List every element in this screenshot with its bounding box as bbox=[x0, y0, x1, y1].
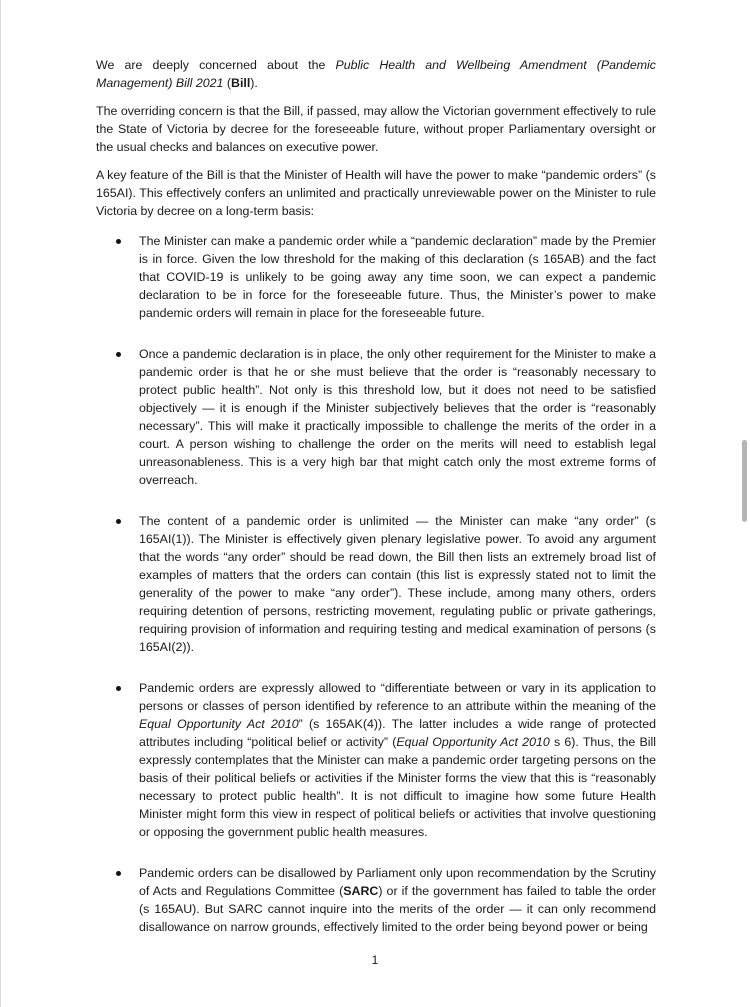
bullet-icon bbox=[116, 352, 121, 357]
intro-paragraph-3: A key feature of the Bill is that the Minister of Health will have the power to make “pandemic orders” (s 165AI). This effectively confers an unlimited and practically unreviewable power on the Minister to rule Victoria by decree on a long-term basis: bbox=[96, 168, 656, 218]
scrollbar-thumb[interactable] bbox=[742, 440, 747, 522]
bill-title: Public Health and Wellbeing Amendment (Pandemic Management) Bill 2021 bbox=[96, 58, 656, 90]
bullet-item-2: Once a pandemic declaration is in place, the only other requirement for the Minister to make a pandemic order is that he or she must believe that the order is “reasonably necessary to protect public health”. Not only is this threshold low, but it does not need to be satisfied objectively — it is enough if the Minister subjectively believes that the order is “reasonably necessary”. This will make it practically impossible to challenge the merits of the order in a court. A person wishing to challenge the order on the merits will need to establish legal unreasonableness. This is a very high bar that might catch only the most extreme forms of overreach. bbox=[96, 345, 656, 489]
bullet-item-5: Pandemic orders can be disallowed by Parliament only upon recommendation by the Scrutiny of Acts and Regulations Committee (SARC) or if the government has failed to table the order (s 165AU). But SARC cannot inquire into the merits of the order — it can only recommend disallowance on narrow grounds, effectively limited to the order being beyond power or being bbox=[96, 864, 656, 936]
bullet-item-4: Pandemic orders are expressly allowed to “differentiate between or vary in its application to persons or classes of person identified by reference to an attribute within the meaning of the Equal Opportunity Act 2010” (s 165AK(4)). The latter includes a wide range of protected attributes including “political belief or activity” (Equal Opportunity Act 2010 s 6). Thus, the Bill expressly contemplates that the Minister can make a pandemic order targeting persons on the basis of their political beliefs or activities if the Minister forms the view that this is “reasonably necessary to protect public health”. It is not difficult to imagine how some future Health Minister might form this view in respect of political beliefs or activities that involve questioning or opposing the government public health measures. bbox=[96, 679, 656, 841]
bullet-icon bbox=[116, 871, 121, 876]
bullet-item-1: The Minister can make a pandemic order while a “pandemic declaration” made by the Premier is in force. Given the low threshold for the making of this declaration (s 165AB) and the fact that COVID-19 is unlikely to be going away any time soon, we can expect a pandemic declaration to be in force for the foreseeable future. Thus, the Minister’s power to make pandemic orders will remain in place for the foreseeable future. bbox=[96, 232, 656, 322]
act-title: Equal Opportunity Act 2010 bbox=[139, 717, 299, 731]
page-number: 1 bbox=[371, 953, 379, 967]
intro-paragraph-2: The overriding concern is that the Bill, if passed, may allow the Victorian government effectively to rule the State of Victoria by decree for the foreseeable future, without proper Parliamentary oversight or the usual checks and balances on executive power. bbox=[96, 104, 656, 154]
committee-acronym: SARC bbox=[343, 884, 379, 898]
bullet-icon bbox=[116, 686, 121, 691]
bullet-icon bbox=[116, 239, 121, 244]
bill-short-name: Bill bbox=[231, 76, 251, 90]
act-title: Equal Opportunity Act 2010 bbox=[396, 735, 550, 749]
bullet-list bbox=[96, 232, 656, 936]
bullet-item-3: The content of a pandemic order is unlimited — the Minister can make “any order” (s 165AI(1)). The Minister is effectively given plenary legislative power. To avoid any argument that the words “any order” should be read down, the Bill then lists an extremely broad list of examples of matters that the orders can contain (this list is expressly stated not to limit the generality of the power to make “any order”). These include, among many others, orders requiring detention of persons, restricting movement, regulating public or private gatherings, requiring provision of information and requiring testing and medical examination of persons (s 165AI(2)). bbox=[96, 512, 656, 656]
bullet-icon bbox=[116, 519, 121, 524]
page-edge bbox=[0, 0, 1, 1007]
intro-paragraph-1: We are deeply concerned about the Public Health and Wellbeing Amendment (Pandemic Management) Bill 2021 (Bill). bbox=[96, 58, 656, 90]
document-body bbox=[96, 56, 656, 959]
